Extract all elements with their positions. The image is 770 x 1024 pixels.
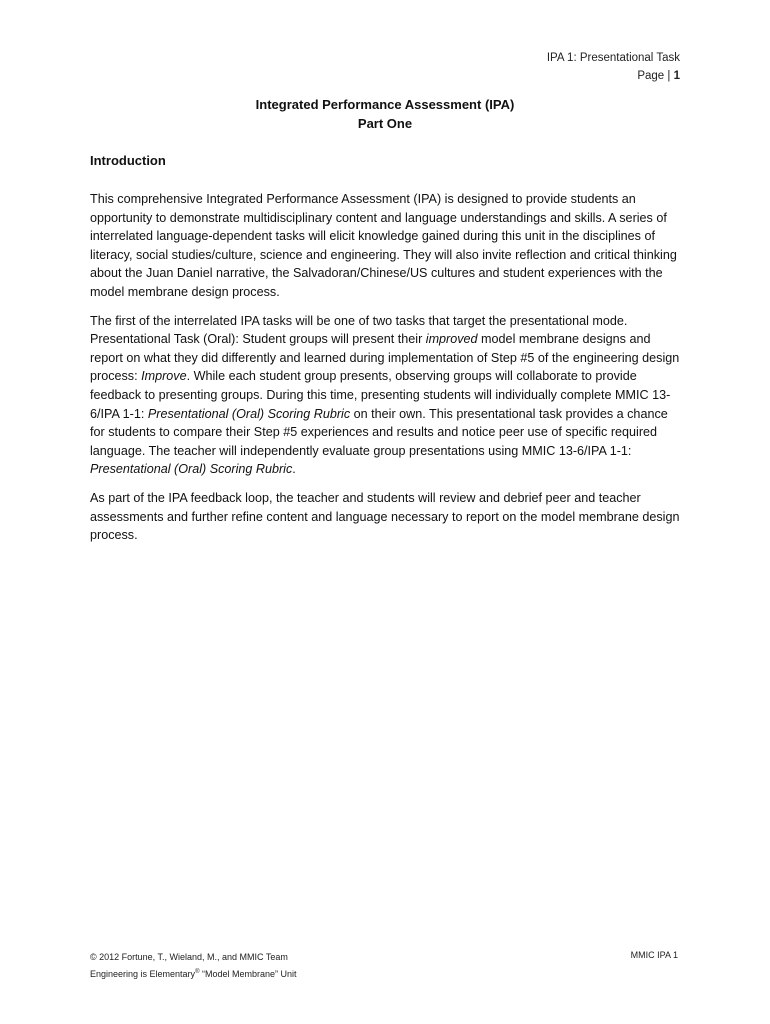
footer-left: [90, 950, 297, 982]
header-doc-label: IPA 1: Presentational Task: [546, 52, 680, 64]
paragraph-feedback: As part of the IPA feedback loop, the teacher and students will review and debrief peer and teacher assessments and further refine content and language necessary to report on the model membrane design process.: [90, 490, 680, 543]
body-text: [90, 190, 682, 555]
footer-series-sup: ®: [195, 969, 200, 975]
document-title: [90, 95, 680, 133]
footer-copyright: © 2012 Fortune, T., Wieland, M., and MMIC Team: [90, 952, 288, 962]
section-heading: Introduction: [90, 153, 166, 168]
title-line-1: Integrated Performance Assessment (IPA): [255, 97, 515, 112]
header-page-line: [547, 67, 680, 85]
footer-series-a: Engineering is Elementary: [90, 969, 196, 979]
header-page-prefix: Page |: [637, 70, 674, 82]
paragraph-task-italic-4: Presentational (Oral) Scoring Rubric: [90, 462, 293, 477]
footer-right-label: MMIC IPA 1: [630, 950, 678, 960]
footer-series: [90, 965, 297, 982]
paragraph-task-text-2: model membrane designs and report on what they did differently and learned during implementation of Step #5 of the engineering design process:: [90, 332, 680, 384]
paragraph-task-italic-1: improved: [425, 332, 478, 347]
header-page-number: 1: [673, 70, 680, 82]
page-header: [547, 49, 680, 85]
paragraph-task-text-3: . While each student group presents, observing groups will collaborate to provide feedback to presenting groups. During this time, presenting students will individually complete MMIC 13-6/IPA 1-1:: [90, 369, 671, 421]
title-line-2: Part One: [357, 116, 413, 131]
paragraph-task-italic-2: Improve: [141, 369, 187, 384]
paragraph-intro: This comprehensive Integrated Performance Assessment (IPA) is designed to provide students an opportunity to demonstrate multidisciplinary content and language understandings and skills. A series of interrelated language-dependent tasks will elicit knowledge gained during this unit in the disciplines of literacy, social studies/culture, science and engineering. They will also invite reflection and critical thinking about the Juan Daniel narrative, the Salvadoran/Chinese/US cultures and student experiences with the model membrane design process.: [90, 192, 677, 299]
paragraph-task-text-5: .: [292, 462, 296, 477]
footer-series-b: “Model Membrane” Unit: [199, 969, 297, 979]
paragraph-task-text-1: The first of the interrelated IPA tasks will be one of two tasks that target the presentational mode. Presentational Task (Oral): Student groups will present their: [90, 313, 628, 347]
paragraph-task-italic-3: Presentational (Oral) Scoring Rubric: [147, 406, 351, 421]
paragraph-task: [90, 312, 682, 479]
paragraph-task-text-4: on their own. This presentational task provides a chance for students to compare their Step #5 experiences and results and notice peer use of specific required language. The teacher will independently evaluate group presentations using MMIC 13-6/IPA 1-1:: [90, 406, 668, 458]
